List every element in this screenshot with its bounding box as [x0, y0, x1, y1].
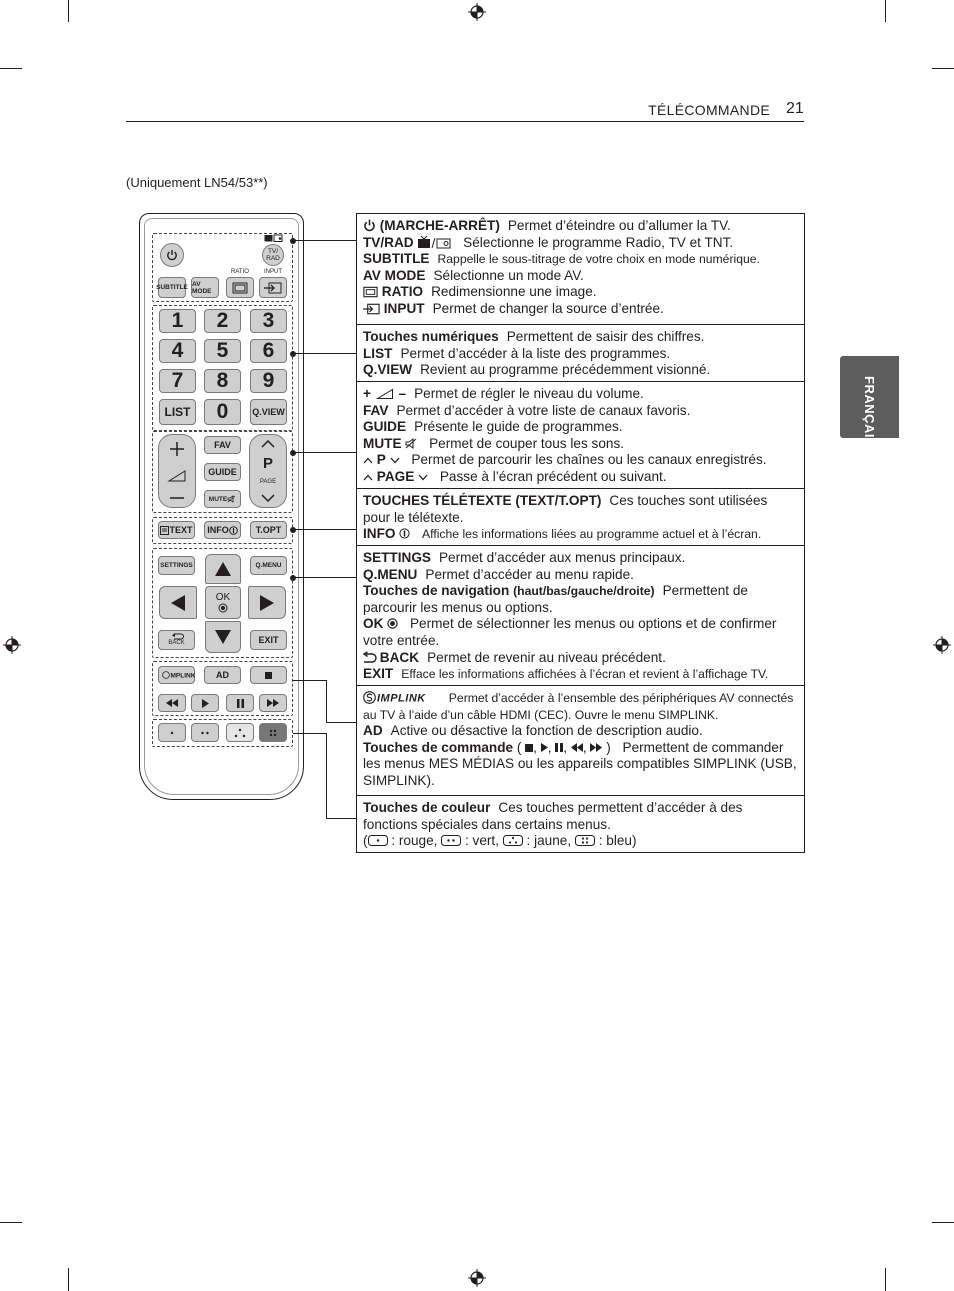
digit-9-button[interactable]	[250, 369, 287, 393]
volume-up-icon	[170, 442, 184, 456]
stop-icon	[525, 744, 533, 752]
volume-down-icon	[170, 496, 184, 500]
exit-desc: Efface les informations affichées à l’écran et revient à l’affichage TV.	[401, 667, 769, 682]
back-button[interactable]	[158, 630, 195, 650]
teletext-term: TOUCHES TÉLÉTEXTE (TEXT/T.OPT)	[363, 493, 602, 508]
mute-desc: Permet de couper tous les sons.	[429, 435, 625, 451]
info-button[interactable]	[204, 521, 241, 539]
nav-desc: Permettent de parcourir les menus ou options.	[363, 583, 748, 615]
ratio-icon	[363, 286, 378, 298]
green-label: : vert,	[464, 833, 499, 849]
rewind-icon	[571, 743, 583, 752]
control-desc: Permettent de commander les menus MES MÉDIAS ou les appareils compatibles SIMPLINK (USB, SIMPLINK).	[363, 739, 797, 788]
desc-box-navigation	[356, 545, 805, 686]
desc-line	[363, 616, 798, 649]
desc-box-teletext	[356, 488, 805, 546]
leader-dot	[290, 527, 296, 533]
digit-6-button[interactable]	[250, 339, 287, 363]
subtitle-desc: Rappelle le sous-titrage de votre choix en mode numérique.	[437, 252, 760, 267]
settings-desc: Permet d’accéder aux menus principaux.	[438, 550, 686, 565]
arrow-right-icon	[260, 595, 274, 611]
leader-line	[293, 680, 326, 681]
q-view-button-label: Q.VIEW	[252, 407, 285, 417]
teletext-icon	[160, 526, 169, 535]
p-desc: Permet de parcourir les chaînes ou les canaux enregistrés.	[411, 452, 767, 468]
mute-icon	[405, 438, 417, 449]
desc-box-numeric	[356, 324, 805, 382]
avmode-desc: Sélectionne un mode AV.	[433, 267, 584, 283]
leader-dot	[290, 238, 296, 244]
desc-line: + – Permet de régler le niveau du volume.	[363, 386, 644, 401]
color-term: Touches de couleur	[363, 800, 491, 815]
desc-line	[363, 403, 798, 420]
list-desc: Permet d’accéder à la liste des programmes.	[400, 345, 671, 361]
back-desc: Permet de revenir au niveau précédent.	[427, 649, 666, 665]
digit-2-label: 2	[216, 309, 229, 332]
desc-line: ( : rouge, : vert, : jaune, : bleu)	[363, 833, 637, 849]
crop-mark	[932, 68, 954, 69]
page-desc: Passe à l’écran précédent ou suivant.	[439, 468, 667, 484]
teletext-desc: Ces touches sont utilisées pour le télétexte.	[363, 493, 768, 525]
rewind-button[interactable]	[158, 694, 186, 712]
desc-box-color	[356, 795, 805, 853]
mute-icon	[227, 495, 236, 503]
ok-button-label: OK	[215, 591, 231, 603]
exit-term: EXIT	[363, 666, 394, 682]
desc-box-power	[356, 213, 805, 325]
guide-desc: Présente le guide de programmes.	[414, 419, 623, 435]
subtitle-button[interactable]	[158, 277, 186, 298]
program-rocker[interactable]	[249, 434, 287, 508]
model-note: (Uniquement LN54/53**)	[126, 175, 268, 190]
digit-0-button[interactable]	[204, 399, 241, 425]
desc-line	[363, 268, 798, 285]
desc-line	[363, 436, 798, 453]
ratio-term: RATIO	[381, 284, 424, 300]
leader-line	[293, 733, 326, 734]
registration-mark-icon	[468, 1269, 486, 1287]
desc-line	[363, 235, 798, 252]
ok-button[interactable]	[205, 586, 241, 619]
info-icon	[229, 526, 238, 535]
svg-text:MPLINK: MPLINK	[170, 672, 195, 680]
ad-button[interactable]	[204, 666, 241, 684]
leader-line	[293, 577, 356, 578]
digit-3-button[interactable]	[250, 309, 287, 333]
blue-key-icon	[575, 835, 595, 846]
leader-line	[326, 733, 327, 819]
p-term: P	[376, 452, 386, 468]
digit-5-label: 5	[216, 339, 229, 362]
ratio-button[interactable]	[226, 277, 254, 298]
three-dots-icon	[234, 728, 246, 738]
yellow-button[interactable]	[226, 723, 254, 742]
simplink-icon	[363, 691, 437, 704]
color-desc: Ces touches permettent d’accéder à des fonctions spéciales dans certains menus.	[363, 800, 743, 832]
desc-line	[363, 362, 798, 379]
desc-line	[363, 284, 798, 301]
fav-term: FAV	[363, 402, 389, 418]
simplink-desc: Permet d’accéder à l’ensemble des périphériques AV connectés au TV à l’aide d’un câble HDMI (CEC). Ouvre le menu SIMPLINK.	[363, 691, 794, 722]
registration-mark-icon	[3, 636, 21, 654]
section-title: TÉLÉCOMMANDE	[648, 102, 770, 118]
ok-icon	[387, 618, 398, 629]
desc-line	[363, 526, 798, 543]
red-key-icon	[368, 835, 388, 846]
desc-line	[363, 567, 798, 584]
guide-term: GUIDE	[363, 419, 407, 435]
input-icon	[264, 282, 282, 294]
qmenu-desc: Permet d’accéder au menu rapide.	[425, 566, 634, 582]
qmenu-term: Q.MENU	[363, 566, 418, 582]
green-button[interactable]	[191, 723, 219, 742]
crop-mark	[932, 1222, 954, 1223]
desc-line	[363, 666, 798, 683]
digit-2-button[interactable]	[204, 309, 241, 333]
digit-7-button[interactable]	[159, 369, 196, 393]
nav-up-button[interactable]	[205, 554, 241, 584]
pause-icon	[555, 743, 563, 752]
crop-mark	[0, 1222, 22, 1223]
digit-0-label: 0	[216, 400, 229, 423]
guide-button[interactable]	[204, 463, 241, 481]
desc-line	[363, 251, 798, 268]
settings-term: SETTINGS	[363, 550, 431, 565]
crop-mark	[68, 1268, 69, 1291]
program-up-icon	[261, 440, 275, 448]
digit-4-label: 4	[171, 339, 184, 362]
av-mode-button-label: AV MODE	[192, 280, 212, 295]
num-term: Touches numériques	[363, 329, 499, 344]
back-icon	[171, 633, 183, 640]
registration-mark-icon	[933, 636, 951, 654]
desc-line	[363, 550, 798, 567]
info-icon	[399, 528, 410, 539]
leader-dot	[290, 575, 296, 581]
svg-text:IMPLINK: IMPLINK	[377, 692, 426, 705]
leader-line	[293, 452, 356, 453]
power-icon	[166, 249, 178, 261]
leader-line	[293, 353, 356, 354]
control-term: Touches de commande	[363, 739, 514, 755]
q-view-button[interactable]	[250, 399, 287, 425]
ad-desc: Active ou désactive la fonction de description audio.	[390, 723, 703, 739]
language-tab	[840, 356, 899, 448]
desc-line	[363, 329, 798, 346]
desc-line	[363, 800, 798, 833]
settings-button[interactable]	[158, 556, 195, 575]
desc-line	[363, 493, 798, 526]
chevron-up-icon	[363, 474, 373, 481]
program-down-icon	[261, 494, 275, 502]
tv-rad-label-1: TV/	[267, 248, 279, 255]
t-opt-button[interactable]	[250, 521, 287, 539]
chevron-up-icon	[363, 457, 373, 464]
fast-forward-icon	[590, 743, 602, 752]
volume-rocker[interactable]	[158, 434, 196, 508]
rewind-icon	[166, 699, 178, 707]
digit-9-label: 9	[262, 369, 275, 392]
arrow-down-icon	[215, 630, 231, 644]
green-key-icon	[441, 835, 461, 846]
vol-desc: Permet de régler le niveau du volume.	[414, 386, 644, 401]
yellow-key-icon	[503, 835, 523, 846]
list-button[interactable]	[159, 399, 196, 425]
ad-term: AD	[363, 723, 383, 739]
leader-line	[293, 240, 356, 241]
digit-3-label: 3	[262, 309, 275, 332]
desc-line	[363, 419, 798, 436]
ad-button-label: AD	[216, 670, 229, 680]
volume-icon	[377, 389, 393, 399]
crop-mark	[0, 68, 22, 69]
av-mode-button[interactable]	[191, 277, 219, 298]
fast-forward-icon	[267, 699, 279, 707]
play-icon	[541, 743, 548, 752]
stop-icon	[265, 672, 272, 679]
num-desc: Permettent de saisir des chiffres.	[506, 329, 705, 344]
tv-rad-button[interactable]	[262, 244, 284, 266]
desc-line	[363, 301, 798, 318]
input-desc: Permet de changer la source d’entrée.	[432, 300, 664, 316]
pause-button[interactable]	[226, 694, 254, 712]
digit-1-label: 1	[171, 309, 184, 332]
crop-mark	[885, 0, 886, 22]
t-opt-button-label: T.OPT	[255, 525, 282, 535]
leader-dot	[290, 351, 296, 357]
exit-button-label: EXIT	[258, 635, 279, 645]
input-term: INPUT	[383, 300, 425, 316]
pause-icon	[237, 699, 244, 708]
power-desc: Permet d’éteindre ou d’allumer la TV.	[507, 218, 731, 233]
program-page-label: PAGE	[259, 479, 277, 486]
power-icon	[363, 219, 376, 232]
desc-line: Touches de commande ( , , , , ) Permettent de commander les menus MES MÉDIAS ou les appareils compatibles SIMPLINK (USB, SIMPLINK).	[363, 739, 797, 788]
digit-5-button[interactable]	[204, 339, 241, 363]
nav-term: Touches de navigation	[363, 583, 510, 599]
four-dots-icon	[268, 728, 278, 738]
leader-line	[293, 529, 356, 530]
leader-line	[326, 680, 327, 722]
program-p-label: P	[262, 454, 273, 472]
q-menu-button[interactable]	[250, 556, 287, 575]
info-desc: Affiche les informations liées au programme actuel et à l’écran.	[422, 527, 762, 542]
registration-mark-icon	[468, 3, 486, 21]
play-button[interactable]	[191, 694, 219, 712]
page-term: PAGE	[376, 468, 415, 484]
desc-box-simplink	[356, 685, 805, 796]
ok-term: OK	[363, 616, 384, 632]
subtitle-term: SUBTITLE	[363, 251, 430, 267]
tv-radio-icon	[264, 233, 283, 242]
qview-term: Q.VIEW	[363, 362, 413, 378]
tv-radio-icon	[417, 236, 451, 249]
language-tab-label: FRANÇAIS	[862, 376, 877, 448]
desc-box-volume	[356, 381, 805, 489]
info-button-label: INFO	[207, 525, 229, 535]
volume-icon	[169, 471, 185, 481]
q-menu-button-label: Q.MENU	[255, 562, 282, 569]
fav-desc: Permet d’accéder à votre liste de canaux favoris.	[396, 402, 691, 418]
back-icon	[363, 652, 376, 663]
subtitle-button-label: SUBTITLE	[156, 284, 188, 291]
digit-7-label: 7	[171, 369, 184, 392]
crop-mark	[68, 0, 69, 22]
red-label: : rouge,	[391, 833, 438, 849]
ok-icon	[218, 603, 228, 613]
crop-mark	[885, 1268, 886, 1291]
header-rule	[126, 121, 804, 122]
ratio-label: RATIO	[231, 269, 249, 275]
tvrad-term: TV/RAD	[363, 234, 414, 250]
desc-line	[363, 452, 798, 469]
desc-line	[363, 469, 798, 486]
tvrad-desc: Sélectionne le programme Radio, TV et TNT.	[463, 234, 734, 250]
nav-left-button[interactable]	[159, 586, 197, 619]
tv-rad-label-2: RAD	[266, 255, 280, 262]
desc-line	[363, 346, 798, 363]
info-term: INFO	[363, 526, 396, 542]
desc-line	[363, 723, 798, 740]
text-button-label: TEXT	[169, 525, 193, 535]
desc-line	[363, 218, 798, 235]
settings-button-label: SETTINGS	[160, 562, 193, 569]
stop-button[interactable]	[250, 666, 287, 684]
input-button[interactable]	[259, 277, 287, 298]
mute-button-label: MUTE	[208, 495, 228, 503]
power-term: (MARCHE-ARRÊT)	[379, 218, 500, 233]
chevron-down-icon	[418, 474, 428, 481]
ok-desc: Permet de sélectionner les menus ou options et de confirmer votre entrée.	[363, 616, 777, 648]
arrow-left-icon	[171, 595, 185, 611]
digit-8-label: 8	[216, 369, 229, 392]
nav-term-sub: (haut/bas/gauche/droite)	[513, 584, 655, 599]
mute-button[interactable]	[204, 490, 241, 508]
blue-button[interactable]	[259, 723, 287, 742]
desc-line	[363, 650, 798, 667]
simplink-icon	[162, 671, 195, 680]
fast-forward-button[interactable]	[259, 694, 287, 712]
leader-line	[326, 818, 356, 819]
play-icon	[202, 699, 209, 708]
red-button[interactable]	[158, 723, 186, 742]
one-dot-icon	[167, 730, 177, 736]
input-icon	[363, 303, 380, 315]
back-button-label: BACK	[168, 640, 185, 646]
exit-button[interactable]	[250, 630, 287, 650]
input-label: INPUT	[264, 269, 282, 275]
desc-line	[363, 583, 798, 616]
chevron-down-icon	[390, 457, 400, 464]
fav-button[interactable]	[204, 436, 241, 454]
ratio-icon	[232, 282, 248, 294]
blue-label: : bleu)	[598, 833, 637, 849]
leader-line	[326, 722, 356, 723]
list-term: LIST	[363, 345, 393, 361]
page-number: 21	[786, 100, 804, 117]
avmode-term: AV MODE	[363, 267, 426, 283]
text-button[interactable]	[158, 521, 195, 539]
nav-right-button[interactable]	[248, 586, 286, 619]
digit-8-button[interactable]	[204, 369, 241, 393]
list-button-label: LIST	[164, 405, 191, 419]
qview-desc: Revient au programme précédemment visionné.	[420, 362, 711, 378]
yellow-label: : jaune,	[526, 833, 572, 849]
fav-button-label: FAV	[214, 440, 231, 450]
two-dots-icon	[200, 730, 210, 736]
nav-down-button[interactable]	[205, 621, 241, 653]
back-term: BACK	[379, 649, 420, 665]
guide-button-label: GUIDE	[208, 467, 237, 477]
simplink-button[interactable]	[158, 666, 195, 684]
arrow-up-icon	[215, 562, 231, 576]
digit-6-label: 6	[262, 339, 275, 362]
leader-dot	[290, 450, 296, 456]
power-button[interactable]	[160, 243, 184, 267]
ratio-desc: Redimensionne une image.	[431, 284, 597, 300]
desc-line	[363, 690, 798, 723]
mute-term: MUTE	[363, 435, 402, 451]
digit-1-button[interactable]	[159, 309, 196, 333]
digit-4-button[interactable]	[159, 339, 196, 363]
